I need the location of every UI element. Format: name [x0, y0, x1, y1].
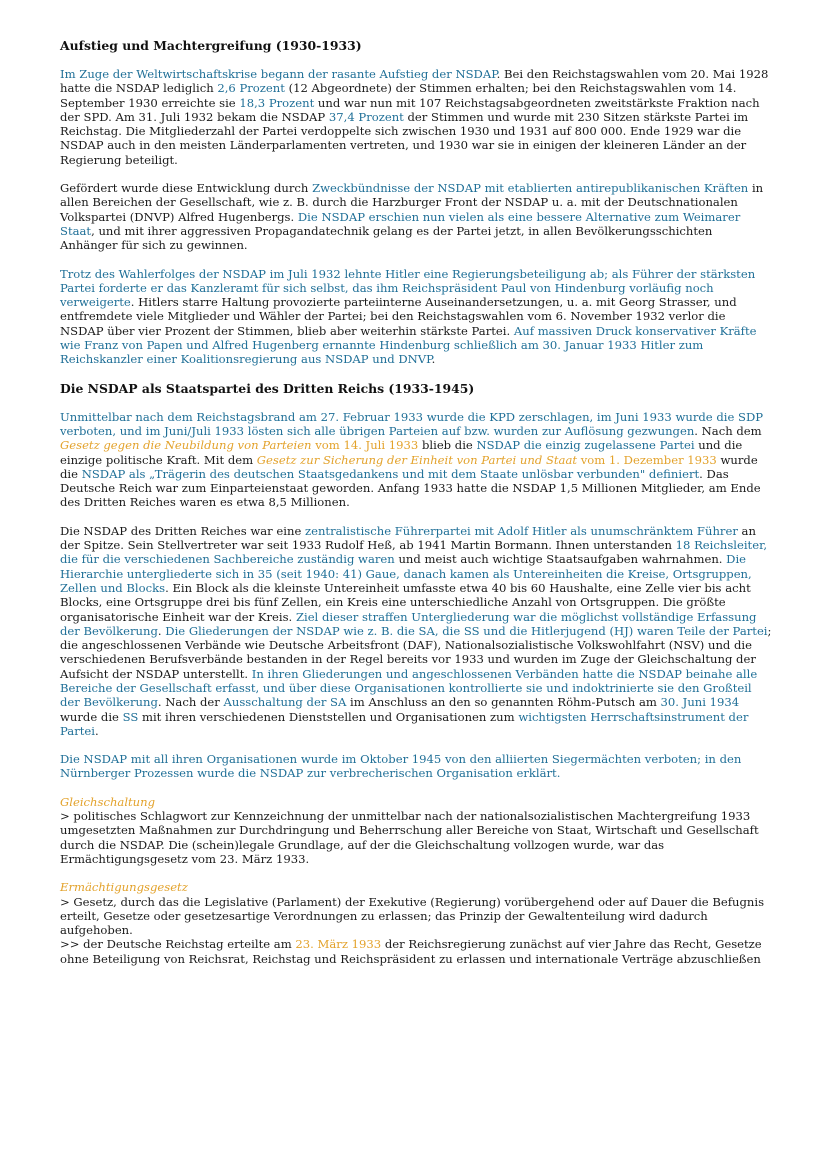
text-run: > politisches Schlagwort zur Kennzeichnung der unmittelbar nach der nationalsozialistischen Machtergreifung 1933 umgesetzten Maßnahmen zur Durchdringung und Beherrschung aller Bereiche von Staat, Wirtschaft und Gesellschaft durch die NSDAP. Die (schein)legale Grundlage, auf der die Gleichschaltung vollzogen wurde, war das Ermächtigungsgesetz vom 23. März 1933.: [60, 809, 759, 866]
text-run: ; die angeschlossenen Verbände wie Deutsche Arbeitsfront (DAF), Nationalsozialistische Volkswohlfahrt (NSV) und die verschiedenen Berufsverbände bestanden in der Regel bereits vor 1933 und wurden im Zuge der Gleichschaltung der Aufsicht der NSDAP unterstellt.: [60, 623, 772, 681]
text-run: . Bei den Reichstagswahlen vom 20. Mai 1928 hatte die NSDAP lediglich: [60, 67, 769, 96]
glossary-term: Gleichschaltung: [60, 794, 156, 809]
paragraph: [60, 524, 772, 738]
highlighted-text: 30. Juni 1934: [660, 695, 740, 710]
section-heading-staatspartei: Die NSDAP als Staatspartei des Dritten Reichs (1933-1945): [60, 380, 475, 396]
glossary-definition: [60, 895, 772, 938]
text-run: . Das Deutsche Reich war zum Einparteienstaat geworden. Anfang 1933 hatte die NSDAP 1,5 Millionen Mitglieder, am Ende des Dritten Reiches waren es etwa 8,5 Millionen.: [60, 466, 761, 510]
text-run: Die NSDAP des Dritten Reiches war eine: [60, 523, 305, 538]
text-run: mit ihren verschiedenen Dienststellen und Organisationen zum: [138, 709, 519, 724]
highlighted-text: Zweckbündnisse der NSDAP mit etablierten antirepublikanischen Kräften: [312, 181, 749, 196]
text-run: wurde die: [60, 452, 758, 481]
highlighted-text: Die Gliederungen der NSDAP wie z. B. die SA, die SS und die Hitlerjugend (HJ) waren Teile der Partei: [165, 623, 768, 638]
highlighted-text: Gesetz gegen die Neubildung von Parteien: [60, 438, 312, 453]
text-run: . Ein Block als die kleinste Untereinheit umfasste etwa 40 bis 60 Haushalte, eine Zelle vier bis acht Blocks, eine Ortsgruppe drei bis fünf Zellen, ein Kreis eine unterschiedliche Anzahl von Ortsgruppen. Die größte organisatorische Einheit war der Kreis.: [60, 580, 751, 624]
highlighted-text: 14. Juli 1933: [343, 438, 419, 453]
highlighted-text: vom: [311, 438, 344, 453]
text-run: in allen Bereichen der Gesellschaft, wie z. B. durch die Harzburger Front der NSDAP u. a. mit der Deutschnationalen Volkspartei (DNVP) Alfred Hugenbergs.: [60, 181, 764, 224]
text-run: .: [157, 623, 166, 638]
highlighted-text: vom 1. Dezember 1933: [577, 452, 717, 467]
text-run: .: [94, 723, 99, 738]
text-run: an der Spitze. Sein Stellvertreter war seit 1933 Rudolf Heß, ab 1941 Martin Bormann. Ihnen unterstanden: [60, 523, 756, 553]
text-run: >> der Deutsche Reichstag erteilte am: [60, 937, 296, 952]
glossary-entry-gleichschaltung: [60, 795, 772, 866]
highlighted-text: In ihren Gliederungen und angeschlossenen Verbänden hatte die NSDAP beinahe alle Bereiche der Gesellschaft erfasst, und über diese Organisationen kontrollierte sie und indoktrinierte sie den Großteil der Bevölkerung: [60, 666, 758, 710]
paragraph: [60, 181, 772, 252]
highlighted-text: Die NSDAP mit all ihren Organisationen wurde im Oktober 1945 von den alliierten Siegermächten verboten; in den Nürnberger Prozessen wurde die NSDAP zur verbrecherischen Organisation erklärt.: [60, 752, 742, 781]
highlighted-text: Unmittelbar nach dem Reichstagsbrand am 27. Februar 1933 wurde die KPD zerschlagen, im Juni 1933 wurde die SDP verboten, und im Juni/Juli 1933 lösten sich alle übrigen Parteien auf bzw. wurden zur Auflösung gezwungen: [60, 409, 764, 438]
text-run: und war nun mit 107 Reichstagsabgeordneten zweitstärkste Fraktion nach der SPD. Am 31. Juli 1932 bekam die NSDAP: [60, 95, 760, 124]
highlighted-text: Die Hierarchie untergliederte sich in 35 (seit 1940: 41) Gaue, danach kamen als Untereinheiten die Kreise, Ortsgruppen, Zellen und Blocks: [60, 552, 752, 595]
highlighted-text: Trotz des Wahlerfolges der NSDAP im Juli 1932 lehnte Hitler eine Regierungsbeteiligung ab; als Führer der stärksten Partei forderte er das Kanzleramt für sich selbst, das ihm Reichspräsident Paul von Hindenburg vorläufig noch verweigerte: [60, 266, 756, 310]
text-run: im Anschluss an den so genannten Röhm-Putsch am: [346, 695, 661, 710]
highlighted-text: NSDAP die einzig zugelassene Partei: [476, 438, 695, 453]
paragraph: [60, 410, 772, 510]
text-run: > Gesetz, durch das die Legislative (Parlament) der Exekutive (Regierung) vorübergehend oder auf Dauer die Befugnis erteilt, Gesetze oder gesetzesartige Verordnungen zu erlassen; das Prinzip der Gewaltenteilung wird dadurch aufgehoben.: [60, 894, 765, 938]
highlighted-text: Auf massiven Druck konservativer Kräfte wie Franz von Papen und Alfred Hugenberg ernannte Hindenburg schließlich am 30. Januar 1933 Hitler zum Reichskanzler einer Koalitionsregierung aus NSDAP und DNVP: [60, 323, 757, 367]
highlighted-text: Gesetz zur Sicherung der Einheit von Partei und Staat: [256, 452, 578, 467]
text-run: .: [431, 352, 436, 367]
text-run: , und mit ihrer aggressiven Propagandatechnik gelang es der Partei jetzt, in allen Bevölkerungsschichten Anhänger für sich zu gewinnen.: [60, 223, 713, 253]
highlighted-text: 18,3 Prozent: [239, 95, 315, 110]
highlighted-text: Ausschaltung der SA: [223, 695, 347, 710]
text-run: blieb die: [418, 438, 477, 453]
text-run: . Nach dem: [694, 423, 762, 438]
highlighted-text: SS: [122, 709, 139, 724]
highlighted-text: wichtigsten Herrschaftsinstrument der Partei: [60, 709, 749, 738]
highlighted-text: 2,6 Prozent: [217, 81, 285, 96]
text-run: und meist auch wichtige Staatsaufgaben wahrnahmen.: [394, 552, 727, 567]
document-page: [60, 38, 772, 980]
highlighted-text: Im Zuge der Weltwirtschaftskrise begann der rasante Aufstieg der NSDAP: [60, 67, 497, 81]
text-run: . Hitlers starre Haltung provozierte parteiinterne Auseinandersetzungen, u. a. mit Georg Strasser, und entfremdete viele Mitglieder und Wähler der Partei; bei den Reichstagswahlen vom 6. November 1932 verlor die NSDAP über vier Prozent der Stimmen, blieb aber weiterhin stärkste Partei.: [60, 295, 737, 338]
section-heading-aufstieg: Aufstieg und Machtergreifung (1930-1933): [60, 38, 362, 53]
highlighted-text: Die NSDAP erschien nun vielen als eine bessere Alternative zum Weimarer Staat: [60, 209, 741, 238]
highlighted-text: NSDAP als „Trägerin des deutschen Staatsgedankens und mit dem Staate unlösbar verbunden" definiert: [81, 466, 700, 481]
paragraph: [60, 752, 772, 781]
glossary-term: Ermächtigungsgesetz: [60, 880, 188, 895]
highlighted-text: 37,4 Prozent: [328, 109, 404, 124]
highlighted-text: 18 Reichsleiter, die für die verschiedenen Sachbereiche zuständig waren: [60, 538, 768, 567]
text-run: (12 Abgeordnete) der Stimmen erhalten; bei den Reichstagswahlen vom 14. September 1930 erreichte sie: [60, 81, 737, 110]
text-run: der Stimmen und wurde mit 230 Sitzen stärkste Partei im Reichstag. Die Mitgliederzahl der Partei verdoppelte sich zwischen 1930 und 1931 auf 800 000. Ende 1929 war die NSDAP auch in den meisten Länderparlamenten vertreten, und 1930 war sie in einigen der kleineren Länder an der Regierung beteiligt.: [60, 109, 749, 167]
glossary-definition: [60, 809, 772, 866]
highlighted-text: zentralistische Führerpartei mit Adolf Hitler als unumschränktem Führer: [305, 523, 738, 538]
paragraph: [60, 67, 772, 167]
highlighted-text: Ziel dieser straffen Untergliederung war die möglichst vollständige Erfassung der Bevölkerung: [60, 609, 757, 638]
text-run: Gefördert wurde diese Entwicklung durch: [60, 181, 313, 196]
highlighted-text: 23. März 1933: [295, 937, 382, 952]
text-run: der Reichsregierung zunächst auf vier Jahre das Recht, Gesetze ohne Beteiligung von Reichsrat, Reichstag und Reichspräsident zu erlassen und internationale Verträge abzuschließen: [60, 937, 762, 966]
text-run: wurde die: [60, 709, 123, 724]
glossary-entry-ermaechtigungsgesetz: [60, 880, 772, 966]
text-run: und die einzige politische Kraft. Mit dem: [60, 438, 743, 467]
paragraph: [60, 267, 772, 367]
glossary-definition: [60, 937, 772, 966]
text-run: . Nach der: [157, 695, 224, 710]
